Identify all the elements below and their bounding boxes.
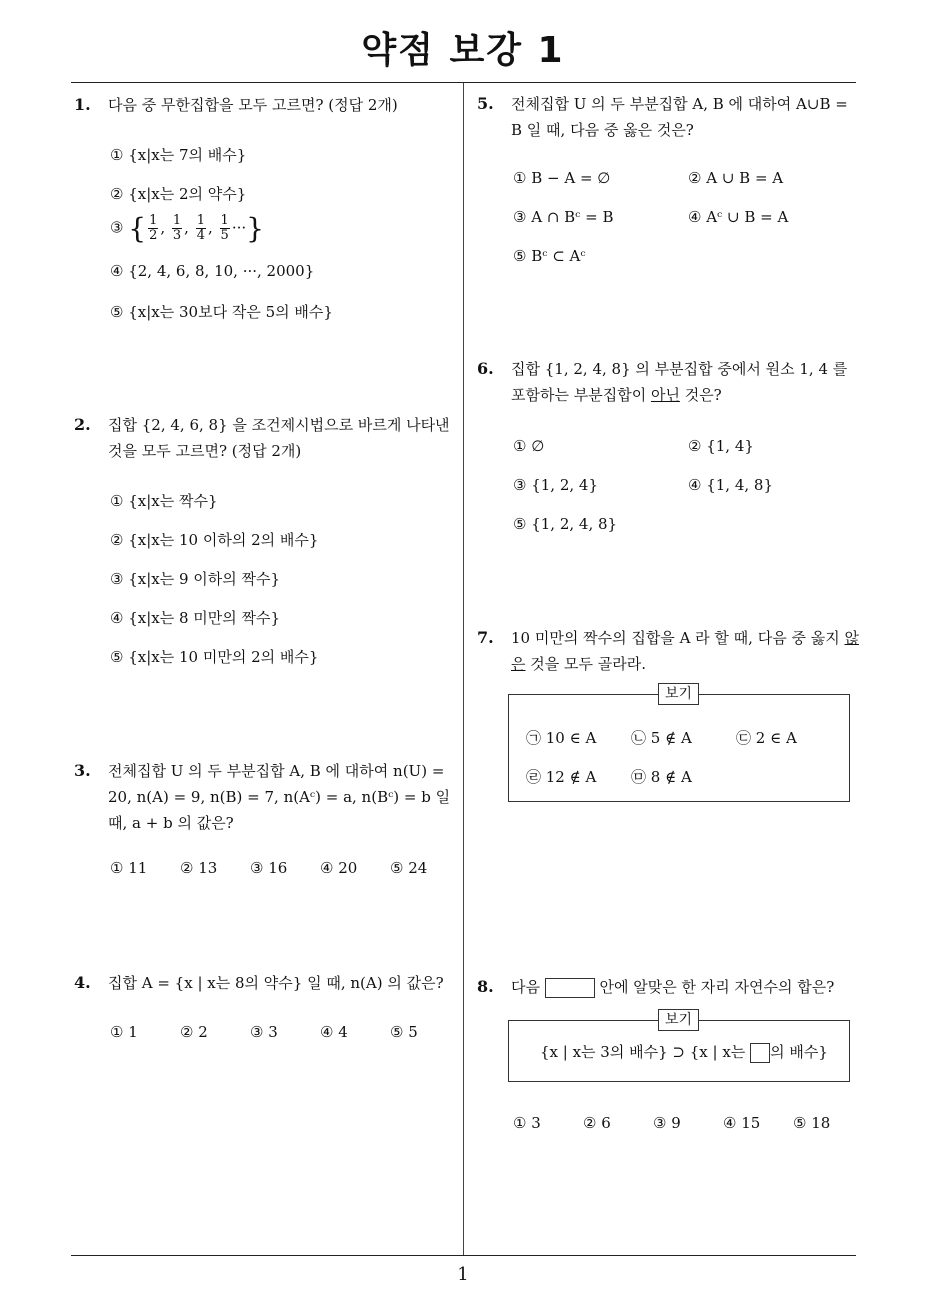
question-3 <box>74 758 458 836</box>
choice-4[interactable]: ④ 4 <box>320 1023 348 1041</box>
choice-3[interactable]: ③ A ∩ Bᶜ = B <box>513 208 614 226</box>
choice-3[interactable]: ③ 3 <box>250 1023 278 1041</box>
example-item: ㉠ 10 ∈ A <box>526 729 597 747</box>
question-4 <box>74 970 458 996</box>
choice-2[interactable]: ② {x|x는 10 이하의 2의 배수} <box>110 531 319 549</box>
choice-5[interactable]: ⑤ {x|x는 30보다 작은 5의 배수} <box>110 303 333 321</box>
choice-2[interactable]: ② {1, 4} <box>688 437 754 455</box>
choice-1[interactable]: ① {x|x는 짝수} <box>110 492 218 510</box>
choice-3[interactable]: ③ {1, 2, 4} <box>513 476 599 494</box>
question-number: 8. <box>477 977 494 996</box>
question-1 <box>74 92 458 118</box>
question-number: 2. <box>74 415 91 434</box>
question-text: 다음 중 무한집합을 모두 고르면? (정답 2개) <box>108 96 398 114</box>
choice-1[interactable]: ① ∅ <box>513 437 545 455</box>
choice-5[interactable]: ⑤ {x|x는 10 미만의 2의 배수} <box>110 648 319 666</box>
question-text: 다음 안에 알맞은 한 자리 자연수의 합은? <box>511 978 835 996</box>
choice-1[interactable]: ① 3 <box>513 1114 541 1132</box>
question-text: 집합 A = {x | x는 8의 약수} 일 때, n(A) 의 값은? <box>108 974 444 992</box>
example-item: ㉤ 8 ∉ A <box>631 768 692 786</box>
example-item: ㉣ 12 ∉ A <box>526 768 597 786</box>
question-number: 6. <box>477 359 494 378</box>
choice-5[interactable]: ⑤ 5 <box>390 1023 418 1041</box>
choice-1[interactable]: ① 11 <box>110 859 148 877</box>
choice-1[interactable]: ① 1 <box>110 1023 138 1041</box>
bottom-rule <box>71 1255 856 1256</box>
choice-3[interactable]: ③ { $\frac{1}{2}$ , $\frac{1}{3}$ , $\frac{1}{4}$ , $\frac{1}{5}$ ···} <box>110 212 264 245</box>
choice-2[interactable]: ② A ∪ B = A <box>688 169 784 187</box>
question-number: 5. <box>477 94 494 113</box>
page-title: 약점 보강 1 <box>361 30 565 71</box>
example-box-label: 보기 <box>658 683 699 705</box>
choice-1[interactable]: ① B − A = ∅ <box>513 169 611 187</box>
choice-3[interactable]: ③ {x|x는 9 이하의 짝수} <box>110 570 281 588</box>
choice-2[interactable]: ② 2 <box>180 1023 208 1041</box>
choice-5[interactable]: ⑤ 18 <box>793 1114 831 1132</box>
choice-1[interactable]: ① {x|x는 7의 배수} <box>110 146 247 164</box>
example-item: ㉡ 5 ∉ A <box>631 729 692 747</box>
choice-4[interactable]: ④ 15 <box>723 1114 761 1132</box>
answer-blank <box>545 978 595 998</box>
emphasis-underline: 아닌 <box>650 386 680 404</box>
question-text: 전체집합 U 의 두 부분집합 A, B 에 대하여 A∪B = B 일 때, 다음 중 옳은 것은? <box>511 95 848 139</box>
choice-4[interactable]: ④ 20 <box>320 859 358 877</box>
choice-4[interactable]: ④ {1, 4, 8} <box>688 476 774 494</box>
page-number: 1 <box>457 1264 469 1285</box>
choice-label: ③ <box>110 218 124 237</box>
question-2 <box>74 412 458 464</box>
question-number: 3. <box>74 761 91 780</box>
question-text: 전체집합 U 의 두 부분집합 A, B 에 대하여 n(U) = 20, n(A) = 9, n(B) = 7, n(Aᶜ) = a, n(Bᶜ) = b 일 때, a + b 의 값은? <box>108 762 451 832</box>
choice-4[interactable]: ④ Aᶜ ∪ B = A <box>688 208 789 226</box>
choice-3[interactable]: ③ 16 <box>250 859 288 877</box>
choice-2[interactable]: ② {x|x는 2의 약수} <box>110 185 247 203</box>
choice-5[interactable]: ⑤ Bᶜ ⊂ Aᶜ <box>513 247 586 265</box>
choice-5[interactable]: ⑤ {1, 2, 4, 8} <box>513 515 618 533</box>
question-text: 집합 {2, 4, 6, 8} 을 조건제시법으로 바르게 나타낸 것을 모두 고르면? (정답 2개) <box>108 416 450 460</box>
question-5 <box>477 91 861 143</box>
choice-4[interactable]: ④ {x|x는 8 미만의 짝수} <box>110 609 281 627</box>
question-text: 10 미만의 짝수의 집합을 A 라 할 때, 다음 중 옳지 않은 것을 모두 골라라. <box>511 629 859 673</box>
answer-blank <box>750 1043 770 1063</box>
column-divider <box>463 83 464 1255</box>
choice-3[interactable]: ③ 9 <box>653 1114 681 1132</box>
question-7 <box>477 625 861 677</box>
question-8 <box>477 974 871 1000</box>
question-number: 1. <box>74 95 91 114</box>
choice-2[interactable]: ② 13 <box>180 859 218 877</box>
question-6 <box>477 356 861 408</box>
example-box-label: 보기 <box>658 1009 699 1031</box>
example-expression: {x | x는 3의 배수} ⊃ {x | x는 의 배수} <box>540 1043 828 1061</box>
question-number: 4. <box>74 973 91 992</box>
question-text: 집합 {1, 2, 4, 8} 의 부분집합 중에서 원소 1, 4 를 포함하는 부분집합이 아닌 것은? <box>511 360 848 404</box>
emphasis-underline: 않은 <box>511 629 859 673</box>
choice-4[interactable]: ④ {2, 4, 6, 8, 10, ···, 2000} <box>110 262 315 280</box>
choice-5[interactable]: ⑤ 24 <box>390 859 428 877</box>
example-item: ㉢ 2 ∈ A <box>736 729 797 747</box>
question-number: 7. <box>477 628 494 647</box>
choice-2[interactable]: ② 6 <box>583 1114 611 1132</box>
